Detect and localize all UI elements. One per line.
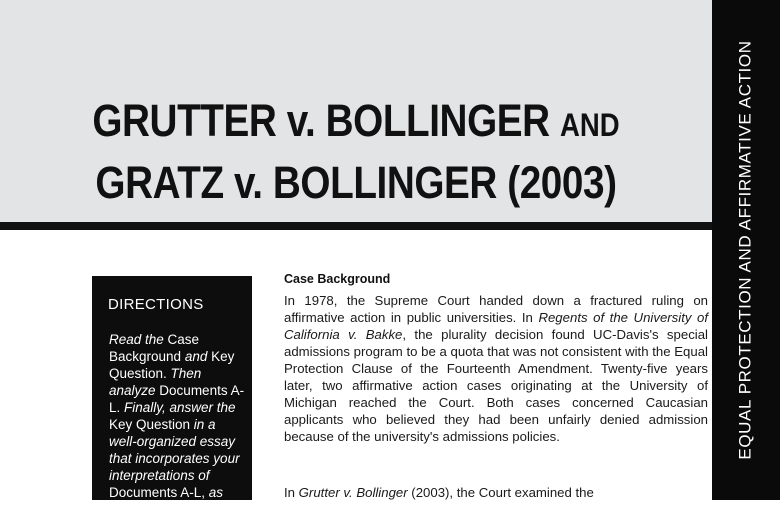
title-case-2-respondent: BOLLINGER (2003): [272, 157, 617, 208]
directions-box: [92, 276, 252, 517]
directions-text-part: Case Background: [109, 332, 200, 364]
title-line-2: [50, 154, 662, 212]
side-tab-label: EQUAL PROTECTION AND AFFIRMATIVE ACTION: [736, 40, 755, 460]
case-background-paragraph-1: [284, 292, 708, 445]
title-case-1-respondent: BOLLINGER: [325, 95, 550, 146]
directions-heading: DIRECTIONS: [108, 296, 204, 313]
case-background-heading: Case Background: [284, 272, 391, 286]
directions-text-part: Then analyze: [109, 366, 202, 398]
title-and: AND: [559, 107, 620, 143]
paragraph-text: (2003), the Court examined the: [407, 485, 594, 500]
directions-text-part: Read the: [109, 332, 164, 347]
directions-text-part: Key Question.: [109, 349, 235, 381]
title-line-1: [50, 92, 662, 154]
title-versus-2: v.: [234, 157, 263, 208]
page-title: [50, 92, 662, 212]
directions-text-part: Documents A-L.: [109, 383, 245, 415]
directions-text: [109, 331, 247, 518]
directions-text-part: Finally, answer the: [124, 400, 236, 415]
paragraph-text: In: [284, 485, 299, 500]
directions-text-part: and: [184, 349, 208, 364]
case-name: Regents of the University of California v. Bakke: [284, 310, 709, 342]
banner-divider: [0, 222, 712, 230]
directions-text-part: in a well-organized essay that incorporates your interpretations of: [109, 417, 240, 483]
title-versus-1: v.: [286, 95, 316, 146]
title-case-1-petitioner: GRUTTER: [92, 95, 277, 146]
case-background-paragraph-2: [284, 484, 708, 501]
directions-text-part: Documents A-L,: [109, 485, 206, 500]
paragraph-text: , the plurality decision found UC-Davis's special admissions program to be a quota that was not consistent with the Equal Protection Clause of the Fourteenth Amendment. Twenty-five years later, two affirmative action cases originating at the University of Michigan reached the Court. Both cases concerned Caucasian applicants who believed they had been unfairly denied admission because of the university's admissions policies.: [284, 327, 708, 444]
paragraph-text: In 1978, the Supreme Court handed down a fractured ruling on affirmative action in public universities. In: [284, 293, 708, 325]
case-name: Grutter v. Bollinger: [298, 485, 408, 500]
directions-text-part: Key Question: [109, 417, 194, 432]
directions-text-part: as well as: [109, 485, 224, 517]
side-tab-text-wrap: [712, 0, 780, 500]
title-case-2-petitioner: GRATZ: [95, 157, 224, 208]
